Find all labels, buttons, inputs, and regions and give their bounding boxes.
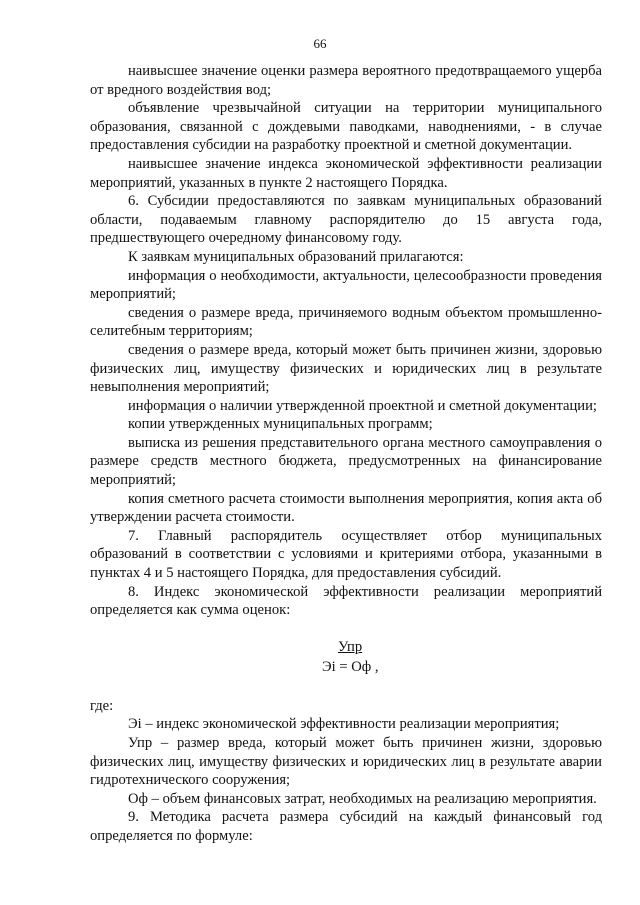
paragraph: выписка из решения представительного органа местного самоуправления о размере средств местного бюджета, предусмотренных на финансирование мероприятий; <box>90 434 602 489</box>
paragraph: Эi – индекс экономической эффективности реализации мероприятия; <box>128 716 560 733</box>
where-label: где: <box>90 697 114 714</box>
paragraph: К заявкам муниципальных образований прилагаются: <box>128 248 464 265</box>
page-number: 66 <box>313 36 327 51</box>
paragraph: объявление чрезвычайной ситуации на территории муниципального образования, связанной с дождевыми паводками, наводнениями, - в случае предоставления субсидии на разработку проектной и сметной документации. <box>90 100 602 154</box>
paragraph: копия сметного расчета стоимости выполнения мероприятия, копия акта об утверждении расчета стоимости. <box>90 490 602 526</box>
paragraph: информация о необходимости, актуальности, целесообразности проведения мероприятий; <box>90 267 602 303</box>
paragraph: сведения о размере вреда, который может быть причинен жизни, здоровью физических лиц, имуществу физических и юридических лиц в результате невыполнения мероприятий; <box>90 341 602 396</box>
paragraph: наивысшее значение индекса экономической эффективности реализации мероприятий, указанных в пункте 2 настоящего Порядка. <box>90 155 602 191</box>
paragraph: Упр – размер вреда, который может быть причинен жизни, здоровью физических лиц, имуществу физических и юридических лиц в результате аварии гидротехнического сооружения; <box>90 735 602 789</box>
paragraph: наивысшее значение оценки размера вероятного предотвращаемого ущерба от вредного воздействия вод; <box>90 63 602 98</box>
paragraph: Оф – объем финансовых затрат, необходимых на реализацию мероприятия. <box>128 790 597 807</box>
paragraph: 8. Индекс экономической эффективности реализации мероприятий определяется как сумма оценок: <box>90 583 602 619</box>
paragraph: копии утвержденных муниципальных программ; <box>128 416 433 433</box>
paragraph: 6. Субсидии предоставляются по заявкам муниципальных образований области, подаваемым главному распорядителю до 15 августа года, предшествующего очередному финансовому году. <box>90 193 602 247</box>
paragraph: 7. Главный распорядитель осуществляет отбор муниципальных образований в соответствии с условиями и критериями отбора, указанными в пунктах 4 и 5 настоящего Порядка, для предоставления субсидий. <box>90 527 602 582</box>
document-body <box>90 62 602 846</box>
efficiency-formula <box>90 628 602 688</box>
paragraph: информация о наличии утвержденной проектной и сметной документации; <box>128 397 597 414</box>
formula-numerator: Упр <box>338 638 363 655</box>
paragraph: сведения о размере вреда, причиняемого водным объектом промышленно-селитебным территориям; <box>90 304 602 340</box>
paragraph: 9. Методика расчета размера субсидий на каждый финансовый год определяется по формуле: <box>90 809 602 844</box>
formula-denominator: Эi = Оф , <box>322 658 379 675</box>
